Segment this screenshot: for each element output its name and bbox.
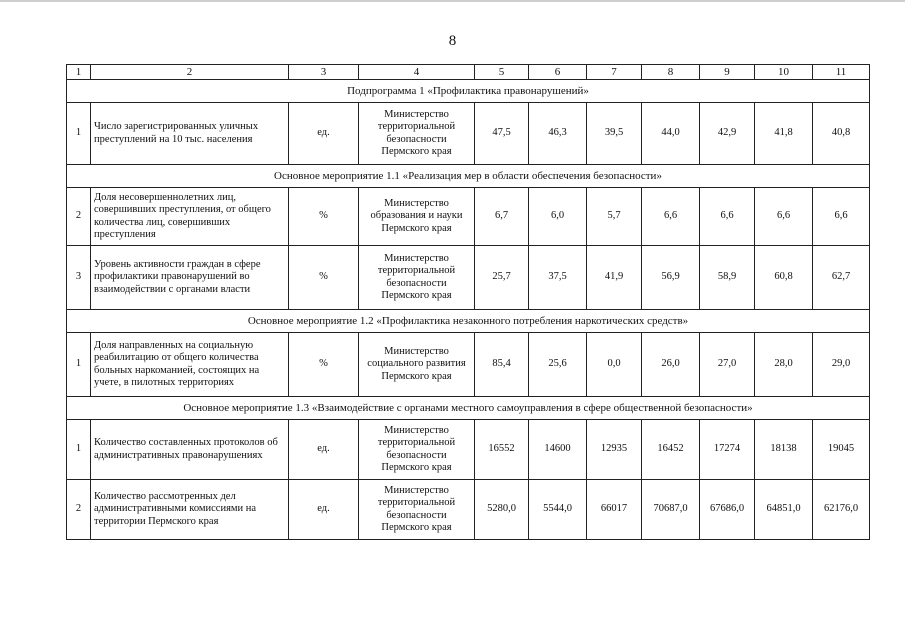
value-cell: 42,9 — [700, 103, 755, 165]
indicator-name: Количество составленных протоколов об административных правонарушениях — [91, 420, 289, 480]
value-cell: 6,6 — [700, 188, 755, 246]
value-cell: 70687,0 — [642, 480, 700, 540]
value-cell: 5,7 — [587, 188, 642, 246]
column-number: 11 — [813, 65, 870, 80]
value-cell: 17274 — [700, 420, 755, 480]
responsible-cell: Министерство территориальной безопасности Пермского края — [359, 480, 475, 540]
table-row — [67, 480, 870, 540]
indicator-name: Доля несовершеннолетних лиц, совершивших преступления, от общего количества лиц, совершивших преступления — [91, 188, 289, 246]
section-title: Основное мероприятие 1.1 «Реализация мер в области обеспечения безопасности» — [67, 165, 870, 188]
value-cell: 60,8 — [755, 246, 813, 310]
column-number: 7 — [587, 65, 642, 80]
value-cell: 6,7 — [475, 188, 529, 246]
value-cell: 40,8 — [813, 103, 870, 165]
unit-cell: % — [289, 333, 359, 397]
indicator-name: Число зарегистрированных уличных преступлений на 10 тыс. населения — [91, 103, 289, 165]
responsible-cell: Министерство образования и науки Пермского края — [359, 188, 475, 246]
value-cell: 44,0 — [642, 103, 700, 165]
value-cell: 29,0 — [813, 333, 870, 397]
responsible-cell: Министерство территориальной безопасности Пермского края — [359, 246, 475, 310]
column-number: 4 — [359, 65, 475, 80]
value-cell: 28,0 — [755, 333, 813, 397]
unit-cell: % — [289, 246, 359, 310]
table-row — [67, 246, 870, 310]
value-cell: 25,7 — [475, 246, 529, 310]
value-cell: 27,0 — [700, 333, 755, 397]
row-number: 1 — [67, 333, 91, 397]
value-cell: 62176,0 — [813, 480, 870, 540]
table-row — [67, 333, 870, 397]
page-top-edge — [0, 0, 905, 2]
value-cell: 6,6 — [813, 188, 870, 246]
value-cell: 37,5 — [529, 246, 587, 310]
value-cell: 19045 — [813, 420, 870, 480]
value-cell: 6,6 — [755, 188, 813, 246]
section-title: Подпрограмма 1 «Профилактика правонарушений» — [67, 80, 870, 103]
column-number: 9 — [700, 65, 755, 80]
value-cell: 41,8 — [755, 103, 813, 165]
value-cell: 56,9 — [642, 246, 700, 310]
value-cell: 0,0 — [587, 333, 642, 397]
value-cell: 26,0 — [642, 333, 700, 397]
section-title: Основное мероприятие 1.2 «Профилактика незаконного потребления наркотических средств» — [67, 310, 870, 333]
value-cell: 85,4 — [475, 333, 529, 397]
section-title: Основное мероприятие 1.3 «Взаимодействие с органами местного самоуправления в сфере общественной безопасности» — [67, 397, 870, 420]
value-cell: 14600 — [529, 420, 587, 480]
column-number: 5 — [475, 65, 529, 80]
value-cell: 25,6 — [529, 333, 587, 397]
section-row — [67, 310, 870, 333]
value-cell: 6,0 — [529, 188, 587, 246]
value-cell: 62,7 — [813, 246, 870, 310]
value-cell: 5544,0 — [529, 480, 587, 540]
section-row — [67, 397, 870, 420]
value-cell: 58,9 — [700, 246, 755, 310]
indicator-name: Уровень активности граждан в сфере профилактики правонарушений во взаимодействии с органами власти — [91, 246, 289, 310]
value-cell: 46,3 — [529, 103, 587, 165]
value-cell: 12935 — [587, 420, 642, 480]
responsible-cell: Министерство социального развития Пермского края — [359, 333, 475, 397]
column-number: 6 — [529, 65, 587, 80]
row-number: 1 — [67, 103, 91, 165]
row-number: 1 — [67, 420, 91, 480]
value-cell: 41,9 — [587, 246, 642, 310]
value-cell: 6,6 — [642, 188, 700, 246]
indicators-table — [66, 64, 870, 540]
value-cell: 18138 — [755, 420, 813, 480]
row-number: 2 — [67, 480, 91, 540]
column-number: 1 — [67, 65, 91, 80]
value-cell: 16552 — [475, 420, 529, 480]
row-number: 2 — [67, 188, 91, 246]
indicator-name: Доля направленных на социальную реабилитацию от общего количества больных наркоманией, состоящих на учете, в пилотных территориях — [91, 333, 289, 397]
table-row — [67, 103, 870, 165]
value-cell: 16452 — [642, 420, 700, 480]
table-row — [67, 188, 870, 246]
unit-cell: % — [289, 188, 359, 246]
responsible-cell: Министерство территориальной безопасности Пермского края — [359, 103, 475, 165]
unit-cell: ед. — [289, 420, 359, 480]
section-row — [67, 165, 870, 188]
value-cell: 64851,0 — [755, 480, 813, 540]
value-cell: 67686,0 — [700, 480, 755, 540]
row-number: 3 — [67, 246, 91, 310]
column-number: 3 — [289, 65, 359, 80]
table-row — [67, 420, 870, 480]
value-cell: 66017 — [587, 480, 642, 540]
section-row — [67, 80, 870, 103]
page-number: 8 — [448, 33, 457, 49]
value-cell: 47,5 — [475, 103, 529, 165]
column-number: 10 — [755, 65, 813, 80]
unit-cell: ед. — [289, 103, 359, 165]
column-number: 8 — [642, 65, 700, 80]
value-cell: 5280,0 — [475, 480, 529, 540]
column-number: 2 — [91, 65, 289, 80]
value-cell: 39,5 — [587, 103, 642, 165]
indicator-name: Количество рассмотренных дел административными комиссиями на территории Пермского края — [91, 480, 289, 540]
responsible-cell: Министерство территориальной безопасности Пермского края — [359, 420, 475, 480]
unit-cell: ед. — [289, 480, 359, 540]
column-number-row — [67, 65, 870, 80]
